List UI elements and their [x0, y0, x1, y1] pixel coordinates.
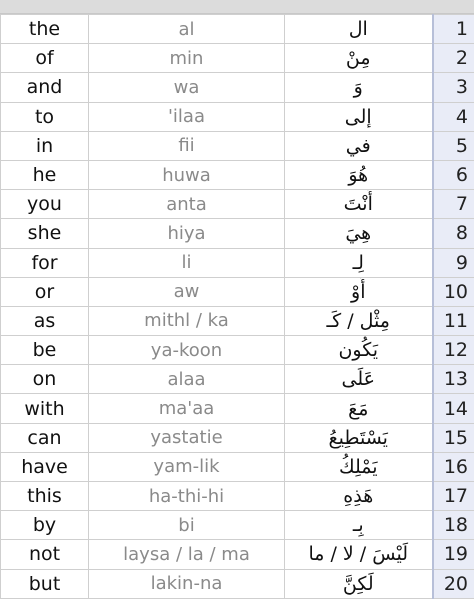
transliteration-cell[interactable]: hiya [89, 219, 285, 248]
spreadsheet-grid [0, 14, 474, 599]
row-number-cell[interactable]: 20 [433, 569, 474, 598]
row-number-cell[interactable]: 19 [433, 540, 474, 569]
arabic-cell[interactable]: ال [285, 15, 433, 44]
arabic-cell[interactable]: وَ [285, 73, 433, 102]
transliteration-cell[interactable]: aw [89, 277, 285, 306]
arabic-cell[interactable]: لِـ [285, 248, 433, 277]
row-number-cell[interactable]: 8 [433, 219, 474, 248]
arabic-cell[interactable]: أَنْتَ [285, 190, 433, 219]
transliteration-cell[interactable]: fii [89, 131, 285, 160]
arabic-cell[interactable]: هِيَ [285, 219, 433, 248]
arabic-cell[interactable]: إلى [285, 102, 433, 131]
word-table [0, 14, 474, 599]
arabic-cell[interactable]: مِنْ [285, 44, 433, 73]
row-number-cell[interactable]: 17 [433, 482, 474, 511]
english-cell[interactable]: she [1, 219, 89, 248]
english-cell[interactable]: as [1, 306, 89, 335]
english-cell[interactable]: can [1, 423, 89, 452]
table-row [1, 102, 474, 131]
row-number-cell[interactable]: 1 [433, 15, 474, 44]
arabic-cell[interactable]: عَلَى [285, 365, 433, 394]
table-row [1, 569, 474, 598]
row-number-cell[interactable]: 13 [433, 365, 474, 394]
table-row [1, 423, 474, 452]
table-row [1, 73, 474, 102]
transliteration-cell[interactable]: li [89, 248, 285, 277]
row-number-cell[interactable]: 14 [433, 394, 474, 423]
row-number-cell[interactable]: 10 [433, 277, 474, 306]
table-row [1, 219, 474, 248]
english-cell[interactable]: for [1, 248, 89, 277]
row-number-cell[interactable]: 7 [433, 190, 474, 219]
table-row [1, 394, 474, 423]
arabic-cell[interactable]: بِـ [285, 511, 433, 540]
transliteration-cell[interactable]: bi [89, 511, 285, 540]
english-cell[interactable]: but [1, 569, 89, 598]
row-number-cell[interactable]: 9 [433, 248, 474, 277]
transliteration-cell[interactable]: lakin-na [89, 569, 285, 598]
row-number-cell[interactable]: 15 [433, 423, 474, 452]
row-number-cell[interactable]: 4 [433, 102, 474, 131]
english-cell[interactable]: you [1, 190, 89, 219]
table-row [1, 336, 474, 365]
transliteration-cell[interactable]: ma'aa [89, 394, 285, 423]
table-row [1, 277, 474, 306]
english-cell[interactable]: with [1, 394, 89, 423]
english-cell[interactable]: in [1, 131, 89, 160]
row-number-cell[interactable]: 5 [433, 131, 474, 160]
transliteration-cell[interactable]: wa [89, 73, 285, 102]
row-number-cell[interactable]: 2 [433, 44, 474, 73]
transliteration-cell[interactable]: 'ilaa [89, 102, 285, 131]
table-row [1, 365, 474, 394]
row-number-cell[interactable]: 16 [433, 452, 474, 481]
table-row [1, 15, 474, 44]
transliteration-cell[interactable]: min [89, 44, 285, 73]
row-number-cell[interactable]: 6 [433, 160, 474, 189]
row-number-cell[interactable]: 18 [433, 511, 474, 540]
table-row [1, 160, 474, 189]
transliteration-cell[interactable]: anta [89, 190, 285, 219]
row-number-cell[interactable]: 12 [433, 336, 474, 365]
table-row [1, 540, 474, 569]
arabic-cell[interactable]: مِثْل / كَـ [285, 306, 433, 335]
english-cell[interactable]: the [1, 15, 89, 44]
arabic-cell[interactable]: يَسْتَطِيعُ [285, 423, 433, 452]
table-row [1, 44, 474, 73]
english-cell[interactable]: of [1, 44, 89, 73]
transliteration-cell[interactable]: alaa [89, 365, 285, 394]
transliteration-cell[interactable]: al [89, 15, 285, 44]
english-cell[interactable]: by [1, 511, 89, 540]
arabic-cell[interactable]: في [285, 131, 433, 160]
arabic-cell[interactable]: يَمْلِكُ [285, 452, 433, 481]
row-number-cell[interactable]: 3 [433, 73, 474, 102]
transliteration-cell[interactable]: ha-thi-hi [89, 482, 285, 511]
table-row [1, 131, 474, 160]
table-row [1, 190, 474, 219]
arabic-cell[interactable]: أَوْ [285, 277, 433, 306]
english-cell[interactable]: this [1, 482, 89, 511]
english-cell[interactable]: on [1, 365, 89, 394]
transliteration-cell[interactable]: ya-koon [89, 336, 285, 365]
table-row [1, 452, 474, 481]
english-cell[interactable]: not [1, 540, 89, 569]
english-cell[interactable]: and [1, 73, 89, 102]
transliteration-cell[interactable]: mithl / ka [89, 306, 285, 335]
english-cell[interactable]: to [1, 102, 89, 131]
table-row [1, 306, 474, 335]
table-row [1, 482, 474, 511]
english-cell[interactable]: he [1, 160, 89, 189]
transliteration-cell[interactable]: laysa / la / ma [89, 540, 285, 569]
arabic-cell[interactable]: مَعَ [285, 394, 433, 423]
table-row [1, 248, 474, 277]
arabic-cell[interactable]: هُوَ [285, 160, 433, 189]
sheet-header-bar [0, 0, 474, 14]
arabic-cell[interactable]: هَذِهِ [285, 482, 433, 511]
table-row [1, 511, 474, 540]
arabic-cell[interactable]: لَكِنَّ [285, 569, 433, 598]
english-cell[interactable]: or [1, 277, 89, 306]
english-cell[interactable]: be [1, 336, 89, 365]
arabic-cell[interactable]: يَكُون [285, 336, 433, 365]
arabic-cell[interactable]: لَيْسَ / لا / ما [285, 540, 433, 569]
transliteration-cell[interactable]: huwa [89, 160, 285, 189]
transliteration-cell[interactable]: yam-lik [89, 452, 285, 481]
row-number-cell[interactable]: 11 [433, 306, 474, 335]
english-cell[interactable]: have [1, 452, 89, 481]
transliteration-cell[interactable]: yastatie [89, 423, 285, 452]
